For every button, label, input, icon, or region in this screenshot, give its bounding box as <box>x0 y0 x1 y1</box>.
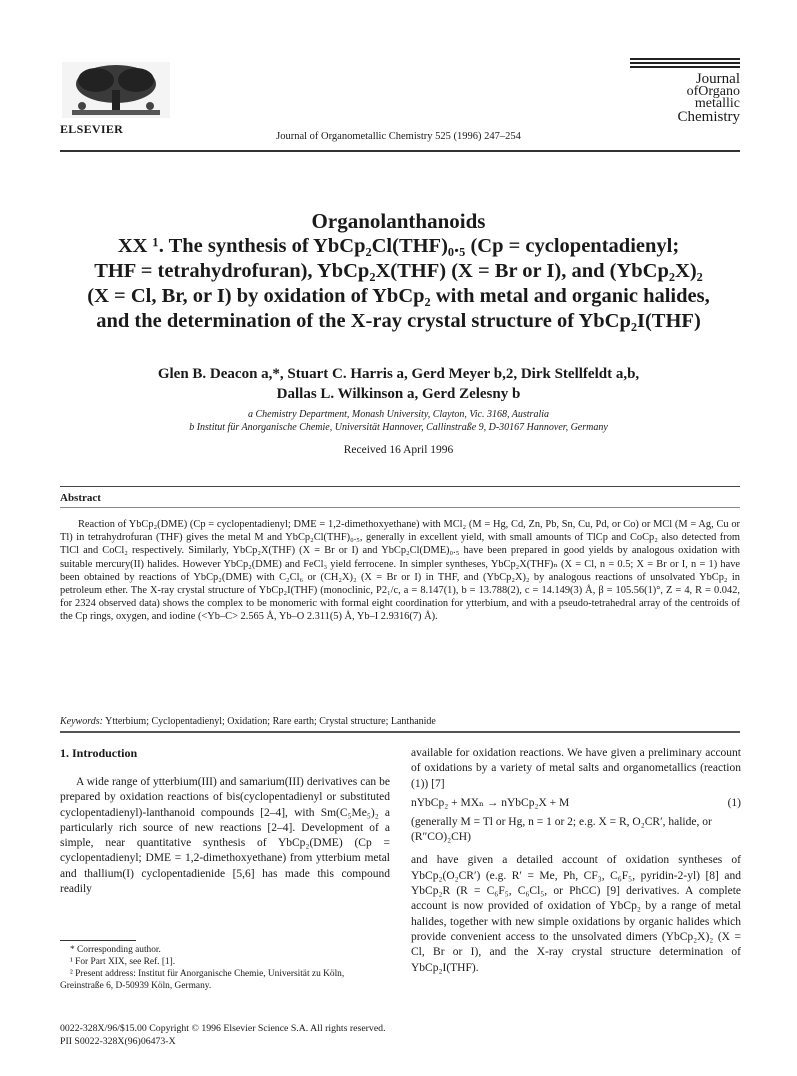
intro-paragraph: and have given a detailed account of oxidation syntheses of YbCp₂(O₂CR′) (e.g. R′ = Me, Ph, CF₃, C₆F₅, pyridin-2-yl) [8] and YbCp₂R (R = C₆F₅, C₆Cl₅, or PhCC) [9] derivatives. A complete account is now provided of oxidation of YbCp₂ by a range of metal halides, together with new simple oxidations by organic halides which provide convenient access to the unsolvated dimers (YbCp₂X)₂ (X = Cl, Br or I), and the X-ray crystal structure determination of YbCp₂I(THF). <box>411 854 741 974</box>
title-line: THF = tetrahydrofuran), YbCp₂X(THF) (X = Br or I), and (YbCp₂X)₂ <box>94 260 703 282</box>
footnote: ² Present address: Institut für Anorganische Chemie, Universität zu Köln, Greinstraße 6, D-50939 Köln, Germany. <box>60 969 345 991</box>
keywords-text: Ytterbium; Cyclopentadienyl; Oxidation; Rare earth; Crystal structure; Lanthanide <box>105 716 436 727</box>
right-column <box>411 746 741 976</box>
journal-logo-line: metallic <box>694 96 740 111</box>
footnotes <box>60 944 390 992</box>
equation-1 <box>411 796 741 811</box>
affiliation-a: a Chemistry Department, Monash University, Clayton, Vic. 3168, Australia <box>248 409 549 420</box>
journal-logo-line: Chemistry <box>677 109 740 125</box>
author-list <box>40 364 757 404</box>
copyright-block <box>60 1022 386 1048</box>
footnote: * Corresponding author. <box>70 945 161 955</box>
article-title <box>40 208 757 334</box>
publisher-name: ELSEVIER <box>60 122 124 136</box>
title-line: and the determination of the X-ray crystal structure of YbCp₂I(THF) <box>96 310 701 332</box>
intro-paragraph: A wide range of ytterbium(III) and samarium(III) derivatives can be prepared by oxidation reactions of bis(cyclopentadienyl or substituted cyclopentadienyl)-lanthanoid compounds [2–4], with Sm(C₅Me₅)₂ a particularly rich source of new reactions [2–4]. Development of a simple, near quantitative synthesis of YbCp₂(DME) (Cp = cyclopentadienyl; DME = 1,2-dimethoxyethane) from ytterbium metal and thallium(I) cyclopentadienide [5,6] has made this compound readily <box>60 776 390 896</box>
equation-note: (generally M = Tl or Hg, n = 1 or 2; e.g. X = R, O₂CR′, halide, or (R″CO)₂CH) <box>411 815 712 844</box>
section-heading: 1. Introduction <box>60 746 138 760</box>
equation-body: nYbCp₂ + MXₙ → nYbCp₂X + M <box>411 796 570 809</box>
elsevier-tree-logo <box>62 62 170 118</box>
title-line: XX ¹. The synthesis of YbCp₂Cl(THF)₀.₅ (Cp = cyclopentadienyl; <box>117 235 680 257</box>
journal-citation: Journal of Organometallic Chemistry 525 (1996) 247–254 <box>276 131 521 142</box>
title-line: Organolanthanoids <box>311 209 486 233</box>
abstract-rule-top <box>60 486 740 487</box>
title-line: (X = Cl, Br, or I) by oxidation of YbCp₂ with metal and organic halides, <box>87 285 710 307</box>
received-date: Received 16 April 1996 <box>343 444 454 456</box>
keywords-rule <box>60 731 740 733</box>
affiliations <box>40 408 757 434</box>
footnote-rule <box>60 940 136 941</box>
author-line: Glen B. Deacon a,*, Stuart C. Harris a, Gerd Meyer b,2, Dirk Stellfeldt a,b, <box>157 366 640 382</box>
left-column <box>60 746 390 897</box>
abstract-heading: Abstract <box>60 492 101 504</box>
keywords <box>60 716 740 727</box>
journal-logo <box>600 58 740 140</box>
journal-logo-line: Journal <box>695 71 740 87</box>
header-rule <box>60 150 740 152</box>
abstract-text: Reaction of YbCp₂(DME) (Cp = cyclopentadienyl; DME = 1,2-dimethoxyethane) with MCl₂ (M = Hg, Cd, Zn, Pb, Sn, Cu, Pd, or Co) or MCl (M = Ag, Cu or Tl) in tetrahydrofuran (THF) gives the metal M and YbCp₂Cl(THF)₀.₅, generally in excellent yield, with small amounts of TlCp and CoCp₂ also detected from TlCl and CoCl₂ respectively. Similarly, YbCp₂X(THF) (X = Br or I) and YbCp₂Cl(DME)₀.₅ have been prepared in good yields by analogous oxidation with suitable mercury(II) halides. However YbCp₂(DME) and FeCl₃ yield ferrocene. In simpler syntheses, YbCp₂X(THF)ₙ (X = Cl, n = 0.5; X = Br or I, n = 1) have been obtained by reactions of YbCp₂(DME) with C₂Cl₆ or (CH₂X)₂ (X = Br or I) in THF, and (YbCp₂X)₂ by analogous reactions of unsolvated YbCp₂ in petroleum ether. The X-ray crystal structure of YbCp₂I(THF) (monoclinic, P2₁/c, a = 8.147(1), b = 13.788(2), c = 14.149(3) Å, β = 105.56(1)°, Z = 4, R = 0.042, for 2324 observed data) shows the complex to be monomeric with formal eight coordination for ytterbium, and with a pseudo-tetrahedral array of the centroids of the Cp rings, oxygen, and iodine (<Yb–C> 2.565 Å, Yb–O 2.311(5) Å, Yb–I 2.9316(7) Å). <box>60 519 740 623</box>
copyright-line: 0022-328X/96/$15.00 Copyright © 1996 Elsevier Science S.A. All rights reserved. <box>60 1023 386 1034</box>
intro-paragraph-continued: available for oxidation reactions. We have given a preliminary account of oxidations by a variety of metal salts and organometallics (reaction (1)) [7] <box>411 747 741 790</box>
affiliation-b: b Institut für Anorganische Chemie, Universität Hannover, Callinstraße 9, D-30167 Hannover, Germany <box>189 422 608 433</box>
abstract-rule <box>60 507 740 508</box>
author-line: Dallas L. Wilkinson a, Gerd Zelesny b <box>276 386 521 402</box>
equation-number: (1) <box>727 796 741 809</box>
pii-line: PII S0022-328X(96)06473-X <box>60 1036 176 1047</box>
journal-logo-line: ofOrgano <box>686 84 740 99</box>
keywords-label: Keywords: <box>60 716 103 727</box>
footnote: ¹ For Part XIX, see Ref. [1]. <box>70 957 176 967</box>
